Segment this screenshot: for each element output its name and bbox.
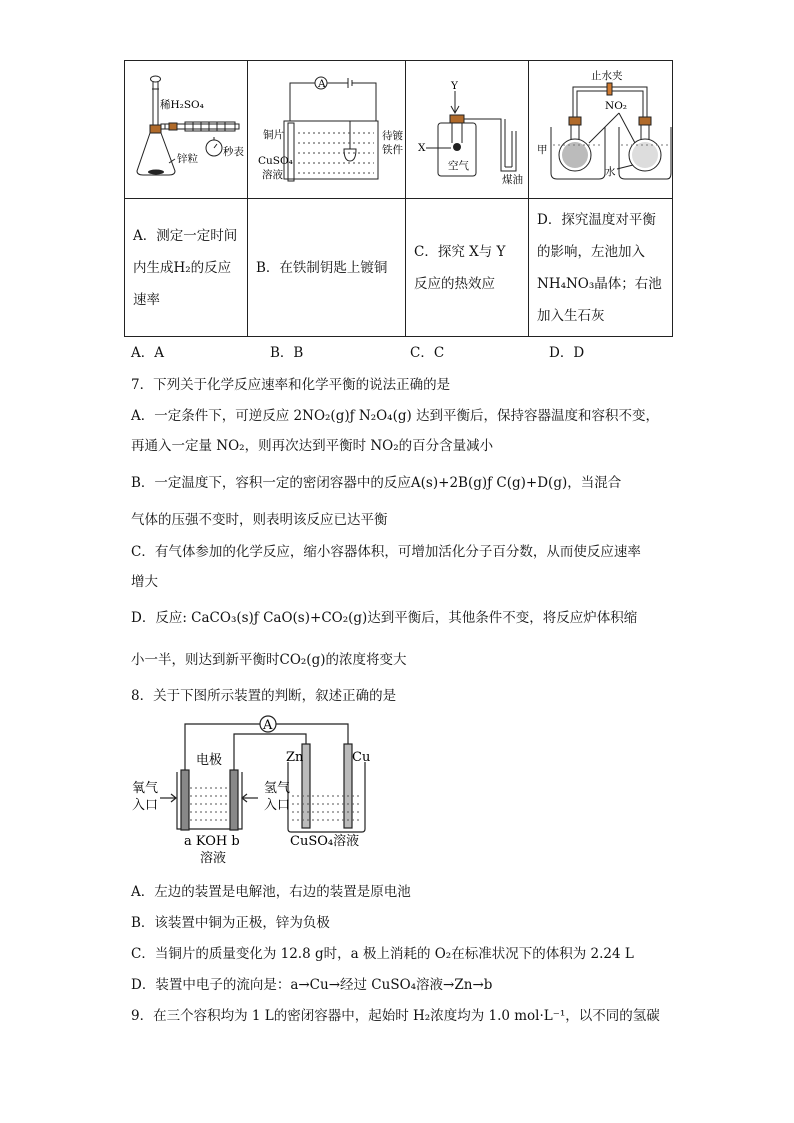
zinc-granules-icon [148,170,164,175]
q7-option-d-line2: 小一半，则达到新平衡时CO₂(g)的浓度将变大 [131,652,407,668]
label-no2: NO₂ [605,100,628,112]
q6-option-b-text: B．在铁制钥匙上镀铜 [248,199,406,337]
q8-stem: 8．关于下图所示装置的判断，叙述正确的是 [131,688,397,704]
label-water: 水 [605,166,616,178]
q7-option-a-line2: 再通入一定量 NO₂，则再次达到平衡时 NO₂的百分含量减小 [131,438,494,454]
label-water-stop-clamp: 止水夹 [591,70,623,82]
q8-option-c: C．当铜片的质量变化为 12.8 g时，a 极上消耗的 O₂在标准状况下的体积为 2.24 L [131,946,634,962]
q6-option-a-text: A．测定一定时间内生成H₂的反应速率 [125,199,248,337]
label-cu: Cu [352,750,371,765]
q7-option-c-line2: 增大 [131,574,158,590]
right-flask-gas [632,142,658,168]
label-stopwatch: 秒表 [223,146,244,158]
label-zn: Zn [286,750,304,765]
q6-option-c-text: C．探究 X与 Y 反应的热效应 [406,199,529,337]
reactant-bulb-icon [453,143,461,151]
q8-option-b: B．该装置中铜为正极，锌为负极 [131,915,330,931]
q6-option-d-text: D．探究温度对平衡的影响，左池加入NH₄NO₃晶体；右池加入生石灰 [529,199,673,337]
apparatus-d-drawing [529,61,672,194]
q7-option-b-line1: B．一定温度下，容积一定的密闭容器中的反应A(s)+2B(g)ƒ C(g)+D(g)，当混合 [131,475,622,491]
label-oxygen-inlet: 入口 [132,798,159,813]
q6-figure-a [125,61,248,199]
label-hydrogen: 氢气 [264,781,291,796]
q6-figure-c [406,61,529,199]
label-electrode: 电极 [196,753,223,768]
q6-choice-b: B．B [270,345,304,361]
q9-stem: 9．在三个容积均为 1 L的密闭容器中，起始时 H₂浓度均为 1.0 mol·L⁻¹，以不同的氢碳 [131,1008,660,1024]
q6-choice-c: C．C [410,345,445,361]
q7-option-c-line1: C．有气体参加的化学反应，缩小容器体积，可增加活化分子百分数，从而使反应速率 [131,544,641,560]
q6-table [124,60,673,337]
q7-option-a-line1: A．一定条件下，可逆反应 2NO₂(g)ƒ N₂O₄(g) 达到平衡后，保持容器温度和容积不变， [131,408,660,424]
label-jia: 甲 [537,144,548,156]
apparatus-a-drawing [125,61,247,194]
label-hydrogen-inlet: 入口 [264,798,291,813]
apparatus-b-drawing [248,61,405,194]
label-y: Y [451,80,458,92]
apparatus-c-drawing [406,61,528,194]
q8-figure [130,712,380,867]
label-cuso4-solution: CuSO₄溶液 [290,834,360,849]
label-oxygen: 氧气 [132,781,159,796]
q7-stem: 7．下列关于化学反应速率和化学平衡的说法正确的是 [131,377,451,393]
label-koh-solution: 溶液 [200,851,227,866]
label-x: X [418,142,426,154]
label-h2so4: 稀H₂SO₄ [160,99,204,111]
label-zinc: 锌粒 [177,153,198,165]
ammeter-a-label: A [263,718,273,733]
label-kerosene: 煤油 [502,174,523,186]
label-cuso4: CuSO₄ [258,155,293,167]
q8-option-a: A．左边的装置是电解池，右边的装置是原电池 [131,884,411,900]
q6-figure-b [248,61,406,199]
q6-choice-d: D．D [549,345,585,361]
label-air: 空气 [448,160,469,172]
label-copper-sheet: 铜片 [263,129,284,141]
label-solution: 溶液 [262,169,283,181]
label-to-plate: 待镀 [382,130,403,142]
label-iron-piece: 铁件 [382,144,403,156]
q6-figure-d [529,61,673,199]
left-flask-gas [562,142,588,168]
q7-option-d-line1: D．反应: CaCO₃(s)ƒ CaO(s)+CO₂(g)达到平衡后，其他条件不变，将反应炉体积缩 [131,610,638,626]
q8-option-d: D．装置中电子的流向是：a→Cu→经过 CuSO₄溶液→Zn→b [131,977,493,993]
label-koh: a KOH b [184,834,240,849]
q7-option-b-line2: 气体的压强不变时，则表明该反应已达平衡 [131,512,388,528]
ammeter-label: A [318,78,326,90]
q6-choice-a: A．A [131,345,164,361]
